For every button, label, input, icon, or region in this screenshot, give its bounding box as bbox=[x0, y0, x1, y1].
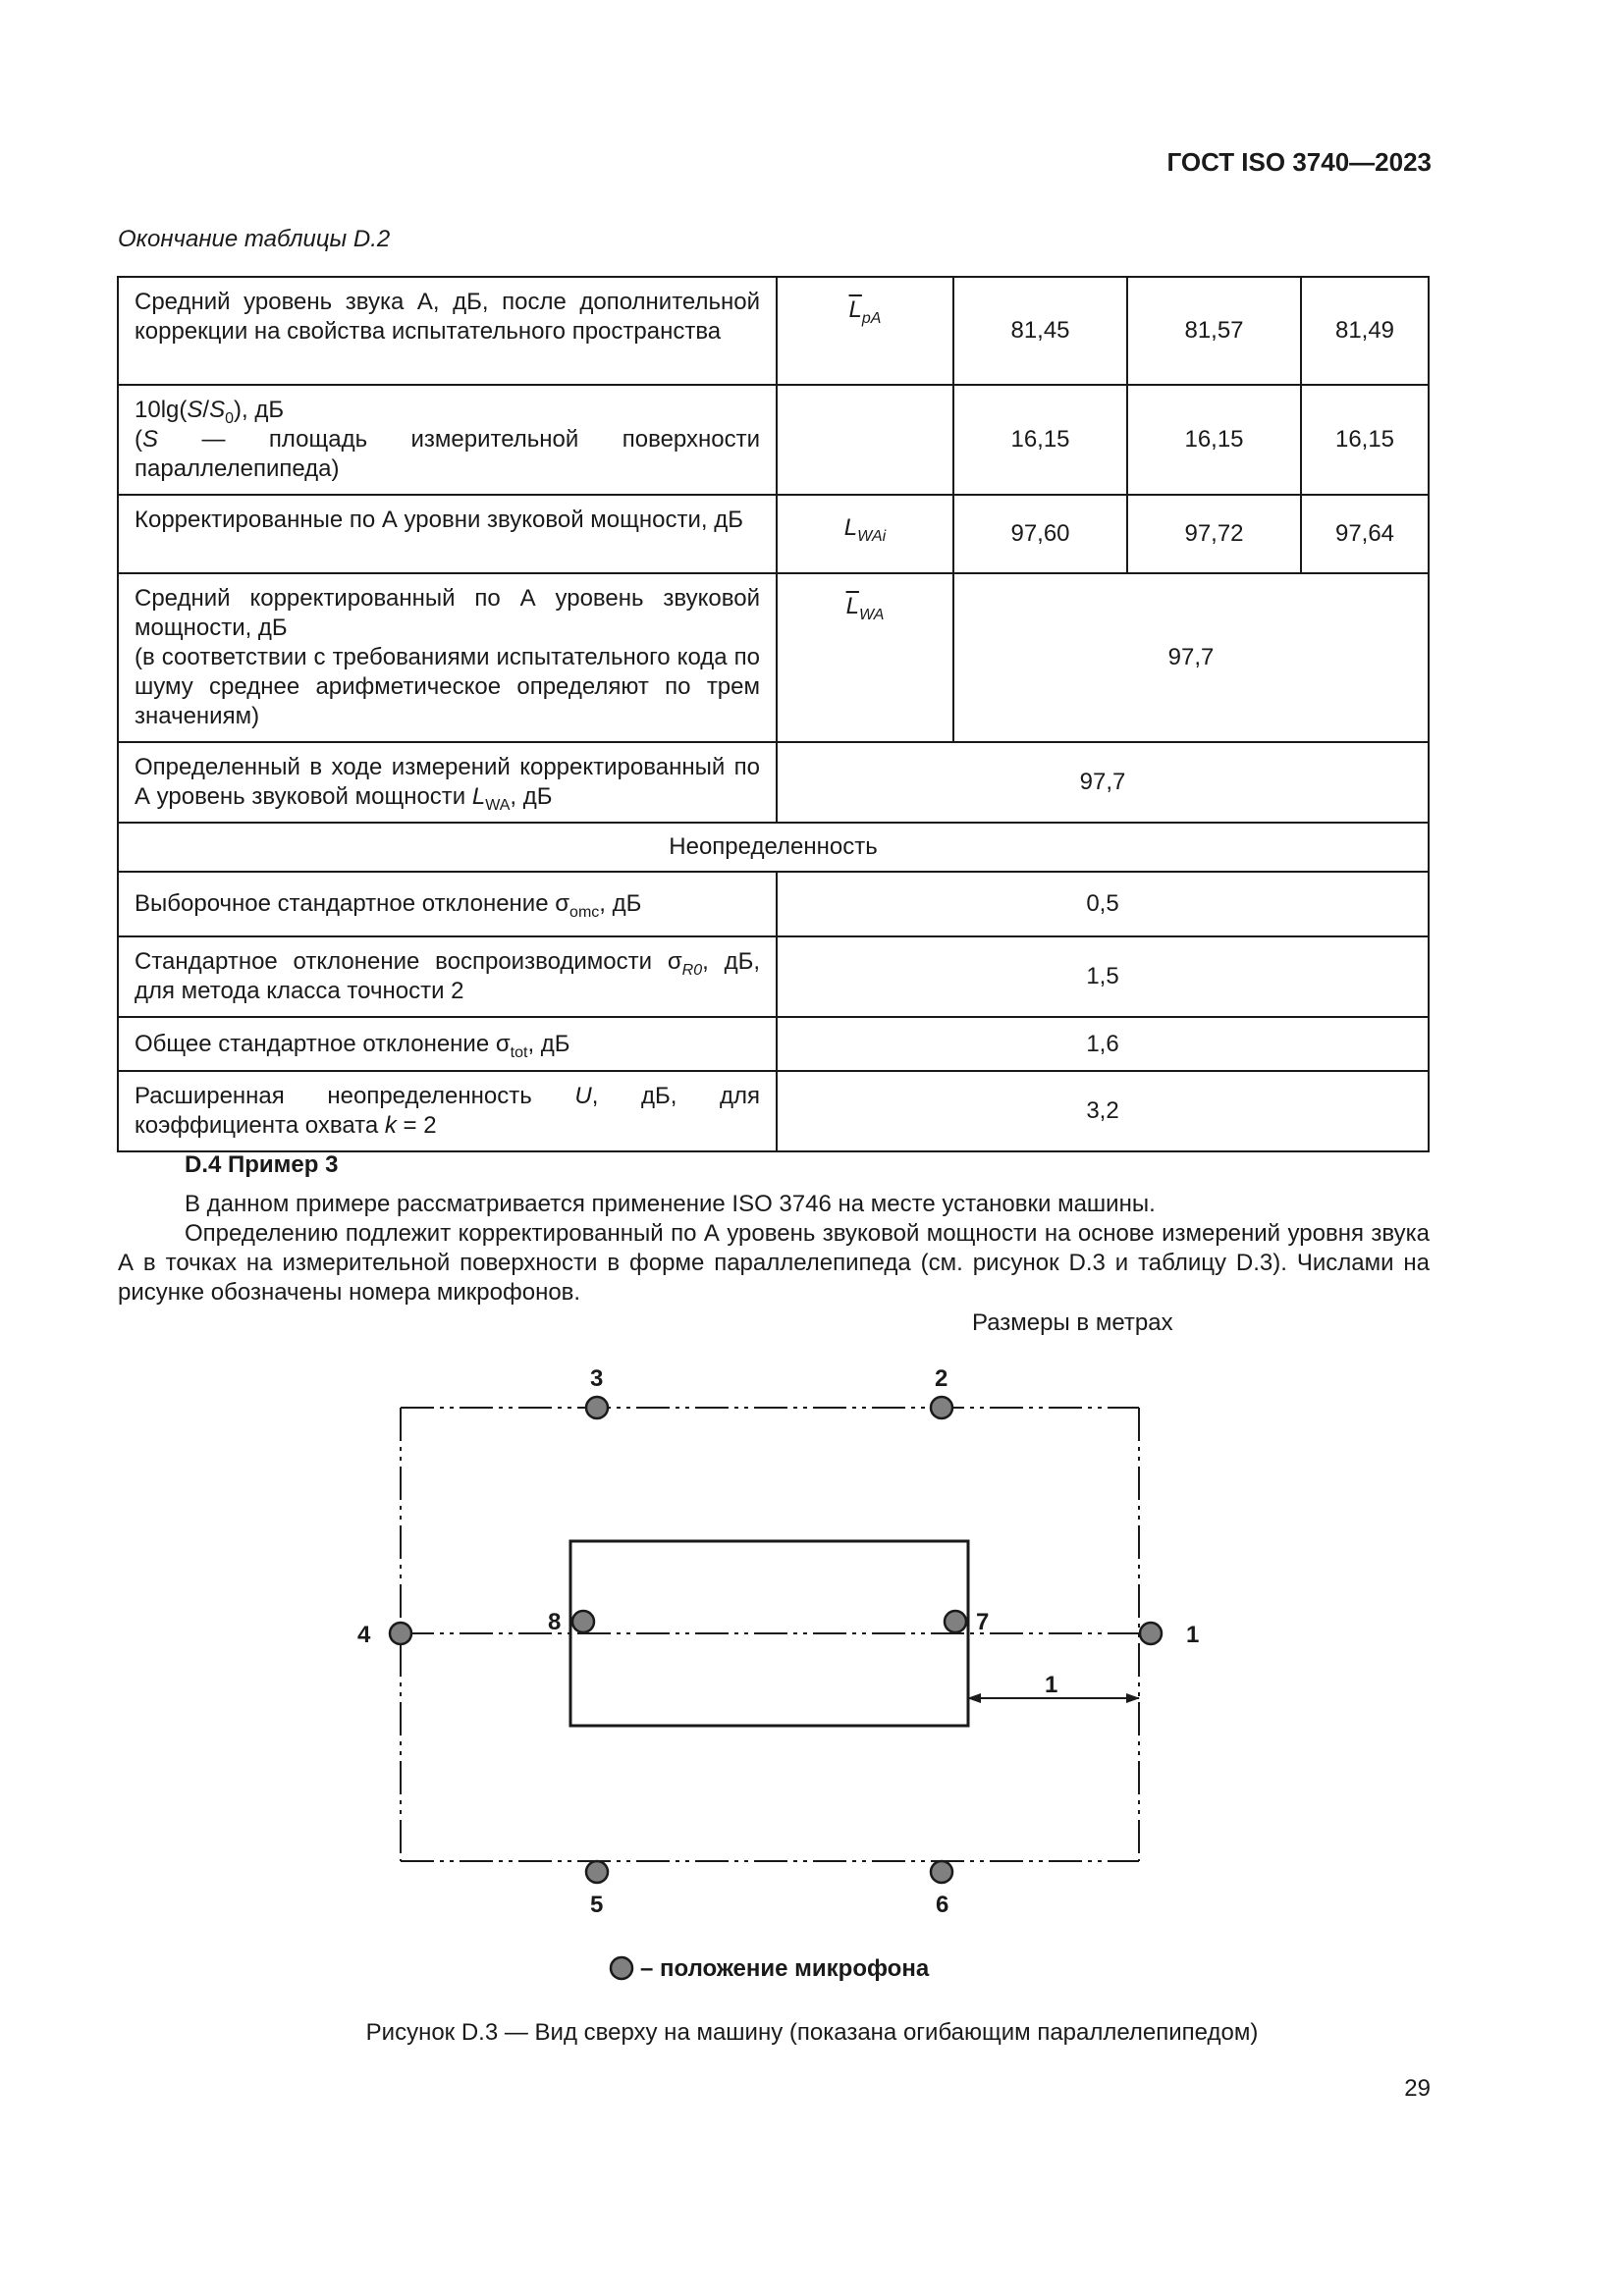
page-number: 29 bbox=[1404, 2075, 1431, 2102]
paragraph: В данном примере рассматривается применение ISO 3746 на месте установки машины. bbox=[185, 1191, 1156, 1217]
mic-4-marker bbox=[390, 1623, 411, 1644]
value-cell: 81,57 bbox=[1127, 277, 1301, 385]
row-label: Корректированные по А уровни звуковой мощности, дБ bbox=[118, 495, 777, 573]
table-caption: Окончание таблицы D.2 bbox=[118, 226, 391, 252]
mic-7-marker bbox=[945, 1611, 966, 1632]
mic-label: 6 bbox=[936, 1892, 949, 1918]
row-symbol bbox=[777, 385, 953, 495]
row-label: Определенный в ходе измерений корректированный по А уровень звуковой мощности $L_{WA}$, дБ bbox=[118, 742, 777, 823]
section-title: D.4 Пример 3 bbox=[185, 1151, 339, 1178]
value-cell: 16,15 bbox=[1301, 385, 1429, 495]
legend-text: – положение микрофона bbox=[640, 1955, 930, 1982]
figure-caption: Рисунок D.3 — Вид сверху на машину (показана огибающим параллелепипедом) bbox=[365, 2019, 1259, 2046]
table-row bbox=[118, 1017, 1429, 1071]
mic-label: 2 bbox=[935, 1365, 948, 1392]
value-cell: 0,5 bbox=[777, 872, 1429, 936]
value-cell: 1,5 bbox=[777, 936, 1429, 1017]
dimensions-note: Размеры в метрах bbox=[972, 1309, 1173, 1336]
mic-label: 4 bbox=[357, 1622, 371, 1648]
mic-label: 5 bbox=[590, 1892, 604, 1918]
value-cell: 97,7 bbox=[777, 742, 1429, 823]
table-row bbox=[118, 573, 1429, 742]
value-cell: 3,2 bbox=[777, 1071, 1429, 1151]
mic-label: 3 bbox=[590, 1365, 604, 1392]
results-table bbox=[117, 276, 1430, 1152]
value-cell: 97,7 bbox=[953, 573, 1429, 742]
table-row bbox=[118, 742, 1429, 823]
value-cell: 97,60 bbox=[953, 495, 1127, 573]
measurement-surface-outline bbox=[401, 1408, 1139, 1861]
row-label: Расширенная неопределенность U, дБ, для коэффициента охвата k = 2 bbox=[118, 1071, 777, 1151]
figure-d3 bbox=[334, 1355, 1237, 2002]
mic-6-marker bbox=[931, 1861, 952, 1883]
paragraph: Определению подлежит корректированный по А уровень звуковой мощности на основе измерений уровня звука А в точках на измерительной поверхности в форме параллелепипеда (см. рисунок D.3 и таблицу D.3). Числами на рисунке обозначены номера микрофонов. bbox=[118, 1220, 1430, 1306]
table-row bbox=[118, 1071, 1429, 1151]
dimension-label: 1 bbox=[1045, 1672, 1058, 1698]
document-id: ГОСТ ISO 3740—2023 bbox=[1166, 147, 1432, 177]
row-label: Средний корректированный по А уровень звуковой мощности, дБ (в соответствии с требованиями испытательного кода по шуму среднее арифметическое определяют по трем значениям) bbox=[118, 573, 777, 742]
row-label: Выборочное стандартное отклонение $\sigma_{omc}$, дБ bbox=[118, 872, 777, 936]
mic-8-marker bbox=[572, 1611, 594, 1632]
value-cell: 81,49 bbox=[1301, 277, 1429, 385]
value-cell: 81,45 bbox=[953, 277, 1127, 385]
row-label: Стандартное отклонение воспроизводимости $\sigma_{R0}$, дБ, для метода класса точности 2 bbox=[118, 936, 777, 1017]
mic-3-marker bbox=[586, 1397, 608, 1418]
row-label: $10\lg(S/S_0)$, дБ (S — площадь измерительной поверхности параллелепипеда) bbox=[118, 385, 777, 495]
mic-1-marker bbox=[1140, 1623, 1162, 1644]
table-row bbox=[118, 277, 1429, 385]
row-label: Общее стандартное отклонение $\sigma_{tot}$, дБ bbox=[118, 1017, 777, 1071]
mic-label: 7 bbox=[976, 1609, 990, 1635]
mic-5-marker bbox=[586, 1861, 608, 1883]
value-cell: 1,6 bbox=[777, 1017, 1429, 1071]
section-header: Неопределенность bbox=[118, 823, 1429, 872]
mic-label: 1 bbox=[1186, 1622, 1200, 1648]
value-cell: 97,72 bbox=[1127, 495, 1301, 573]
value-cell: 16,15 bbox=[953, 385, 1127, 495]
row-symbol: $\overline{L}_{WA}$ bbox=[777, 573, 953, 742]
table-row bbox=[118, 936, 1429, 1017]
value-cell: 16,15 bbox=[1127, 385, 1301, 495]
table-row bbox=[118, 872, 1429, 936]
table-section-row bbox=[118, 823, 1429, 872]
mic-2-marker bbox=[931, 1397, 952, 1418]
value-cell: 97,64 bbox=[1301, 495, 1429, 573]
table-row bbox=[118, 495, 1429, 573]
mic-label: 8 bbox=[548, 1609, 562, 1635]
row-symbol: $L_{WAi}$ bbox=[777, 495, 953, 573]
table-row bbox=[118, 385, 1429, 495]
row-symbol: $\overline{L}_{pA}$ bbox=[777, 277, 953, 385]
row-label: Средний уровень звука А, дБ, после дополнительной коррекции на свойства испытательного пространства bbox=[118, 277, 777, 385]
legend-mic-icon bbox=[611, 1957, 632, 1979]
